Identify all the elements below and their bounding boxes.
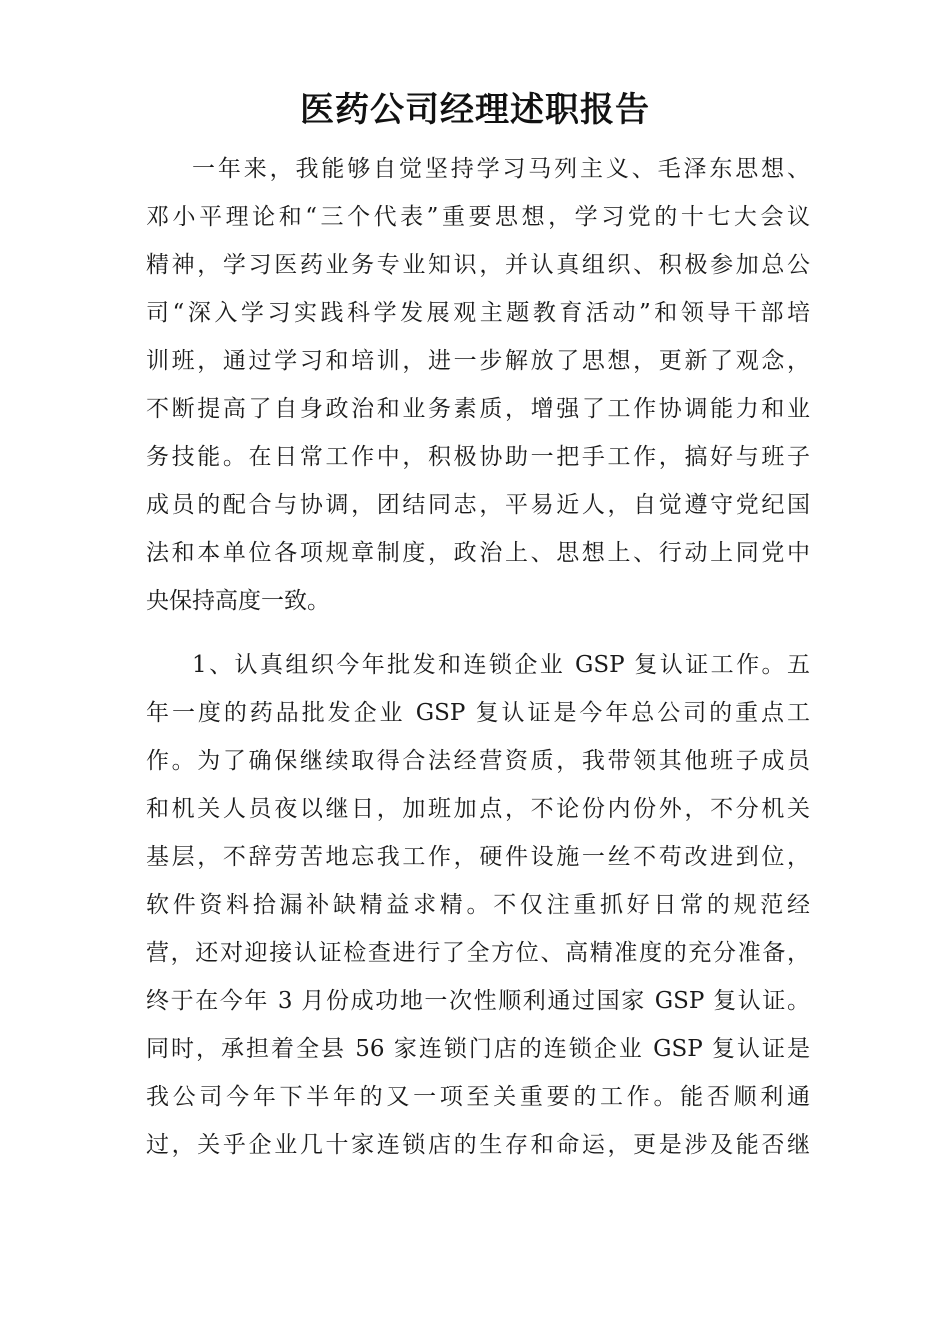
text-line: 营，还对迎接认证检查进行了全方位、高精准度的充分准备， [146, 940, 810, 966]
text-line: 不断提高了自身政治和业务素质，增强了工作协调能力和业 [146, 396, 810, 422]
text-line: 年一度的药品批发企业 GSP 复认证是今年总公司的重点工 [146, 700, 810, 726]
text-line: 法和本单位各项规章制度，政治上、思想上、行动上同党中 [146, 540, 810, 566]
text-line: 司“深入学习实践科学发展观主题教育活动”和领导干部培 [146, 300, 810, 326]
text-line: 和机关人员夜以继日，加班加点，不论份内份外，不分机关 [146, 796, 810, 822]
text-line: 基层，不辞劳苦地忘我工作，硬件设施一丝不苟改进到位， [146, 844, 810, 870]
text-line: 同时，承担着全县 56 家连锁门店的连锁企业 GSP 复认证是 [146, 1036, 810, 1062]
text-line: 成员的配合与协调，团结同志，平易近人，自觉遵守党纪国 [146, 492, 810, 518]
text-line: 软件资料拾漏补缺精益求精。不仅注重抓好日常的规范经 [146, 892, 810, 918]
paragraph-1 [146, 145, 810, 625]
paragraph-2 [146, 641, 810, 1169]
text-line: 过，关乎企业几十家连锁店的生存和命运，更是涉及能否继 [146, 1132, 810, 1158]
text-line: 训班，通过学习和培训，进一步解放了思想，更新了观念， [146, 348, 810, 374]
text-line: 邓小平理论和“三个代表”重要思想，学习党的十七大会议 [146, 204, 810, 230]
document-title: 医药公司经理述职报告 [300, 90, 650, 130]
text-line: 精神，学习医药业务专业知识，并认真组织、积极参加总公 [146, 252, 810, 278]
text-line: 务技能。在日常工作中，积极协助一把手工作，搞好与班子 [146, 444, 810, 470]
text-line: 1、认真组织今年批发和连锁企业 GSP 复认证工作。五 [192, 652, 810, 678]
text-line: 作。为了确保继续取得合法经营资质，我带领其他班子成员 [146, 748, 810, 774]
text-line: 终于在今年 3 月份成功地一次性顺利通过国家 GSP 复认证。 [146, 988, 810, 1014]
text-line: 一年来，我能够自觉坚持学习马列主义、毛泽东思想、 [192, 156, 810, 182]
text-line: 我公司今年下半年的又一项至关重要的工作。能否顺利通 [146, 1084, 810, 1110]
text-line: 央保持高度一致。 [146, 588, 330, 614]
